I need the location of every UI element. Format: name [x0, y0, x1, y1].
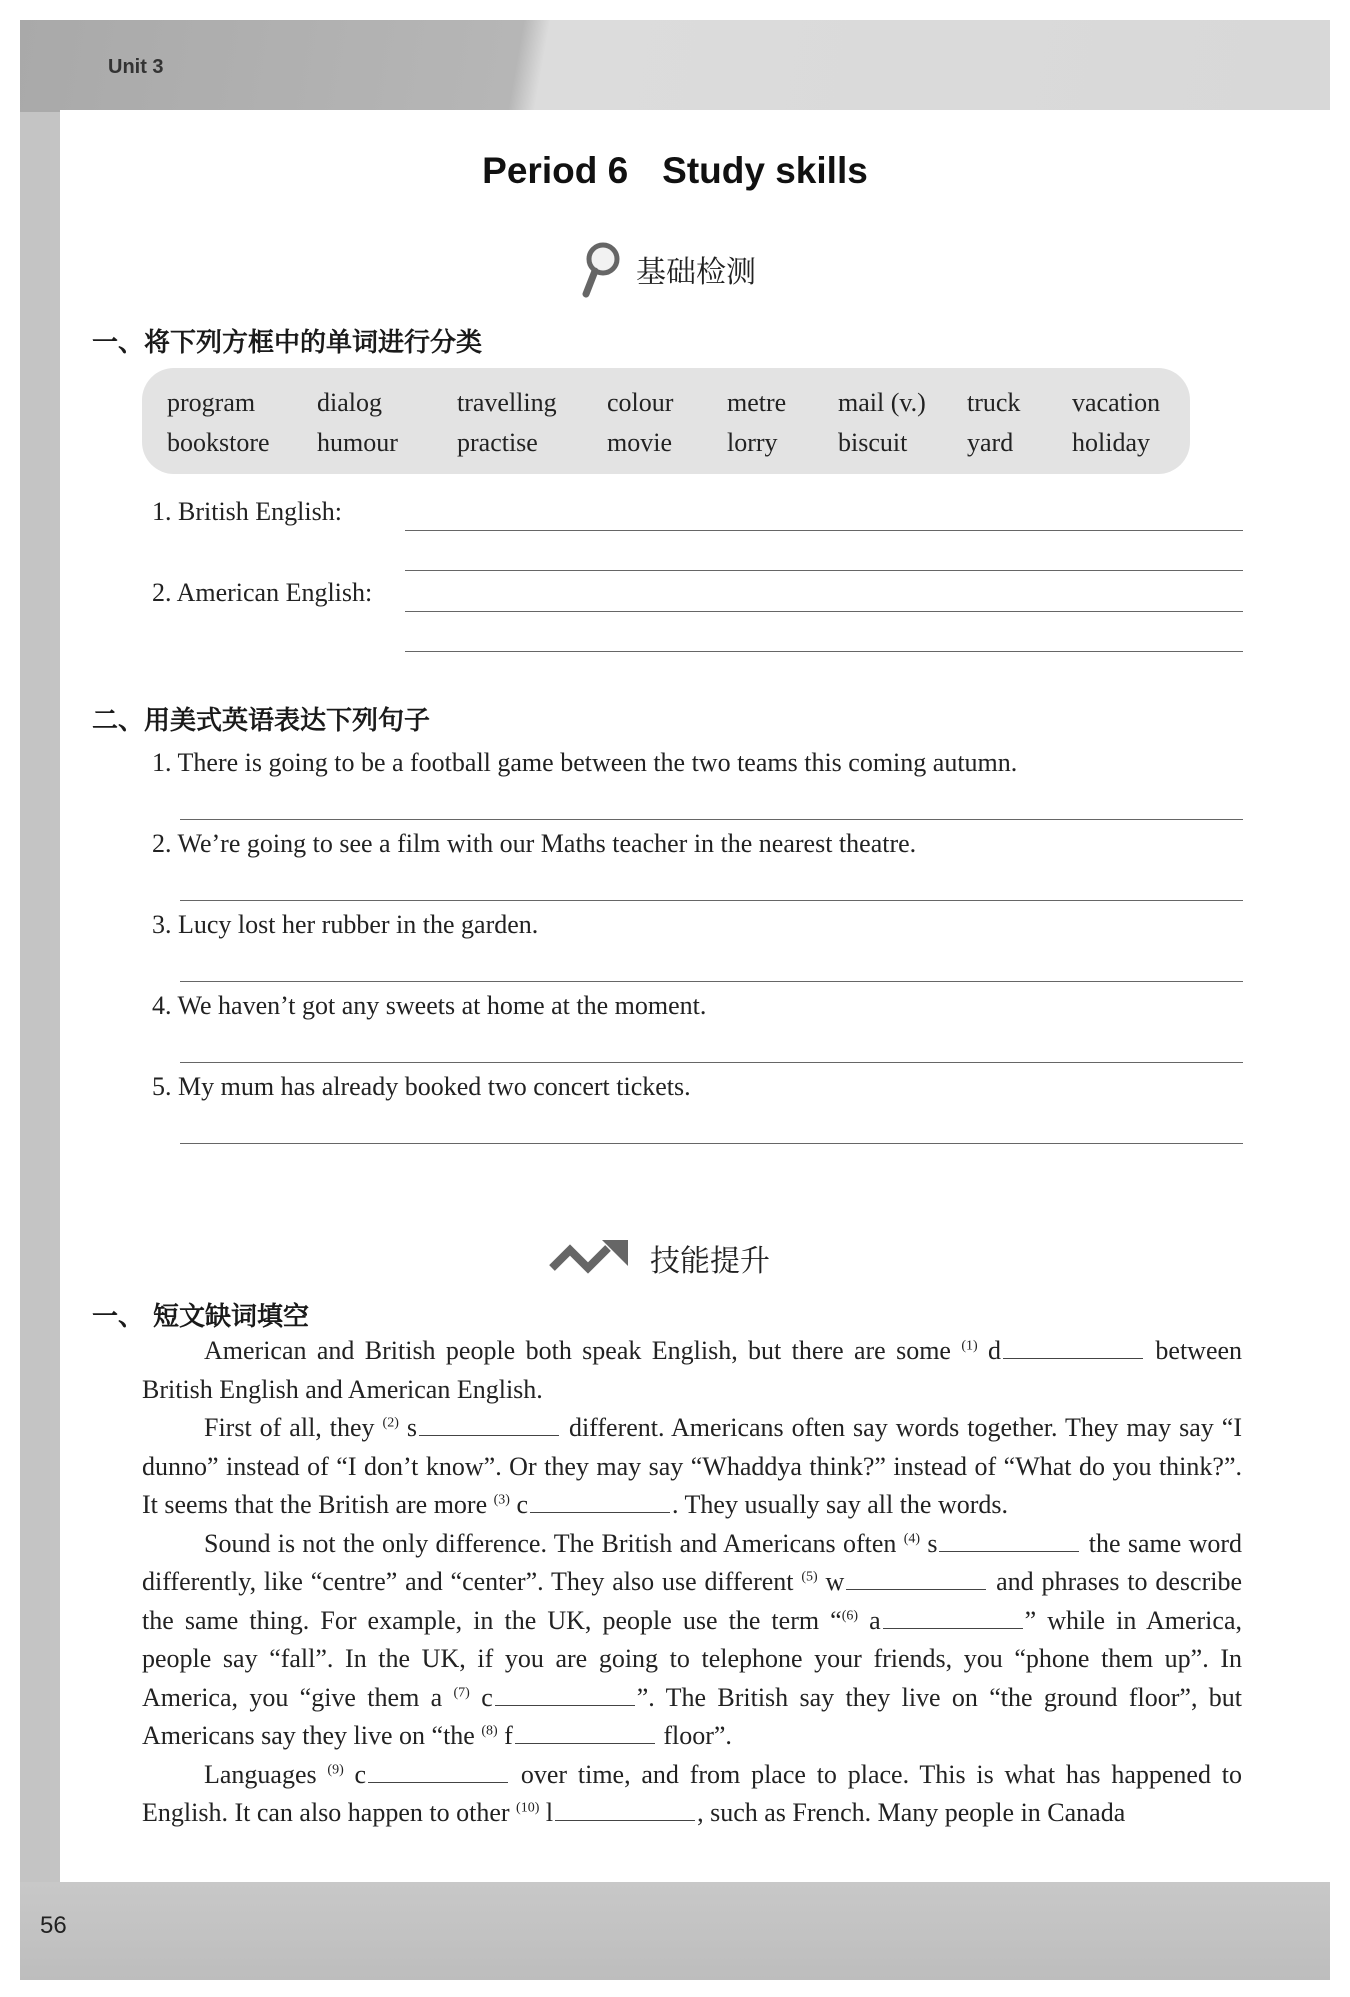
- banner-basic: [578, 240, 756, 298]
- word-item: metre: [727, 388, 787, 417]
- word-item: program: [167, 388, 256, 417]
- paragraph-4: Languages $^{(9)}$ c over time, and from place to place. This is what has happened to English. It can also happen to other $^{(10)}$ l , such as French. Many people in Canada: [142, 1759, 1242, 1827]
- answer-line[interactable]: [180, 900, 1243, 901]
- word-item: truck: [967, 388, 1021, 417]
- banner-skills-label: 技能提升: [650, 1244, 770, 1279]
- answer-line[interactable]: [405, 570, 1243, 571]
- answer-line[interactable]: [405, 611, 1243, 612]
- trend-arrow-icon: [548, 1238, 632, 1278]
- sentence-item: 3. Lucy lost her rubber in the garden.: [152, 910, 539, 939]
- paragraph-1: American and British people both speak English, but there are some $^{(1)}$ d between British English and American English.: [142, 1336, 1243, 1404]
- blank-3[interactable]: [530, 1488, 670, 1513]
- word-box: [142, 368, 1190, 474]
- word-item: colour: [607, 388, 674, 417]
- blank-8[interactable]: [515, 1719, 655, 1744]
- word-item: lorry: [727, 428, 778, 457]
- section3-heading: 一、 短文缺词填空: [92, 1302, 310, 1332]
- word-item: holiday: [1072, 428, 1150, 457]
- word-item: travelling: [457, 388, 557, 417]
- word-item: vacation: [1072, 388, 1161, 417]
- american-english-label: 2. American English:: [152, 578, 373, 607]
- word-item: biscuit: [838, 428, 908, 457]
- word-item: bookstore: [167, 428, 270, 457]
- title-name: Study skills: [662, 150, 868, 191]
- paragraph-3: Sound is not the only difference. The British and Americans often $^{(4)}$ s the same word differently, like “centre” and “center”. They also use different $^{(5)}$ w and phrases to describe the same thing. For example, in the UK, people use the term “$^{(6)}$ a ” while in America, people say “fall”. In the UK, if you are going to telephone your friends, you “phone them up”. In America, you “give them a $^{(7)}$ c ”. The British say they live on “the ground floor”, but Americans say they live on “the $^{(8)}$ f floor”.: [142, 1528, 1243, 1750]
- answer-line[interactable]: [180, 1062, 1243, 1063]
- page-title: [0, 150, 1350, 192]
- sentence-item: 5. My mum has already booked two concert tickets.: [152, 1072, 691, 1101]
- answer-line[interactable]: [180, 981, 1243, 982]
- header-band: [20, 20, 1330, 112]
- word-item: mail (v.): [838, 388, 926, 417]
- blank-7[interactable]: [495, 1681, 635, 1706]
- banner-skills: [548, 1236, 770, 1280]
- period-label: Period 6: [482, 150, 629, 191]
- word-item: movie: [607, 428, 672, 457]
- blank-10[interactable]: [555, 1796, 695, 1821]
- section1-heading: 一、将下列方框中的单词进行分类: [92, 328, 483, 358]
- answer-line[interactable]: [180, 819, 1243, 820]
- page-number: 56: [40, 1912, 67, 1939]
- answer-line[interactable]: [180, 1143, 1243, 1144]
- blank-9[interactable]: [368, 1758, 508, 1783]
- footer-band: [20, 1882, 1330, 1980]
- word-item: dialog: [317, 388, 382, 417]
- blank-4[interactable]: [939, 1527, 1079, 1552]
- sentence-item: 4. We haven’t got any sweets at home at the moment.: [152, 991, 707, 1020]
- sentence-item: 1. There is going to be a football game between the two teams this coming autumn.: [152, 748, 1018, 777]
- british-english-label: 1. British English:: [152, 497, 342, 526]
- word-item: yard: [967, 428, 1014, 457]
- blank-6[interactable]: [883, 1604, 1023, 1629]
- banner-basic-label: 基础检测: [636, 255, 756, 290]
- word-item: humour: [317, 428, 398, 457]
- cloze-passage: [142, 1332, 1242, 1833]
- word-item: practise: [457, 428, 538, 457]
- answer-line[interactable]: [405, 530, 1243, 531]
- magnifier-icon: [578, 240, 622, 298]
- blank-2[interactable]: [419, 1411, 559, 1436]
- blank-5[interactable]: [846, 1565, 986, 1590]
- unit-label: Unit 3: [108, 56, 164, 78]
- section2-heading: 二、用美式英语表达下列句子: [92, 706, 431, 736]
- paragraph-2: First of all, they $^{(2)}$ s different. Americans often say words together. They may say “I dunno” instead of “I don’t know”. Or they may say “Whaddya think?” instead of “What do you think?”. It seems that the British are more $^{(3)}$ c . They usually say all the words.: [142, 1413, 1242, 1519]
- blank-1[interactable]: [1003, 1334, 1143, 1359]
- sentence-item: 2. We’re going to see a film with our Maths teacher in the nearest theatre.: [152, 829, 917, 858]
- answer-line[interactable]: [405, 651, 1243, 652]
